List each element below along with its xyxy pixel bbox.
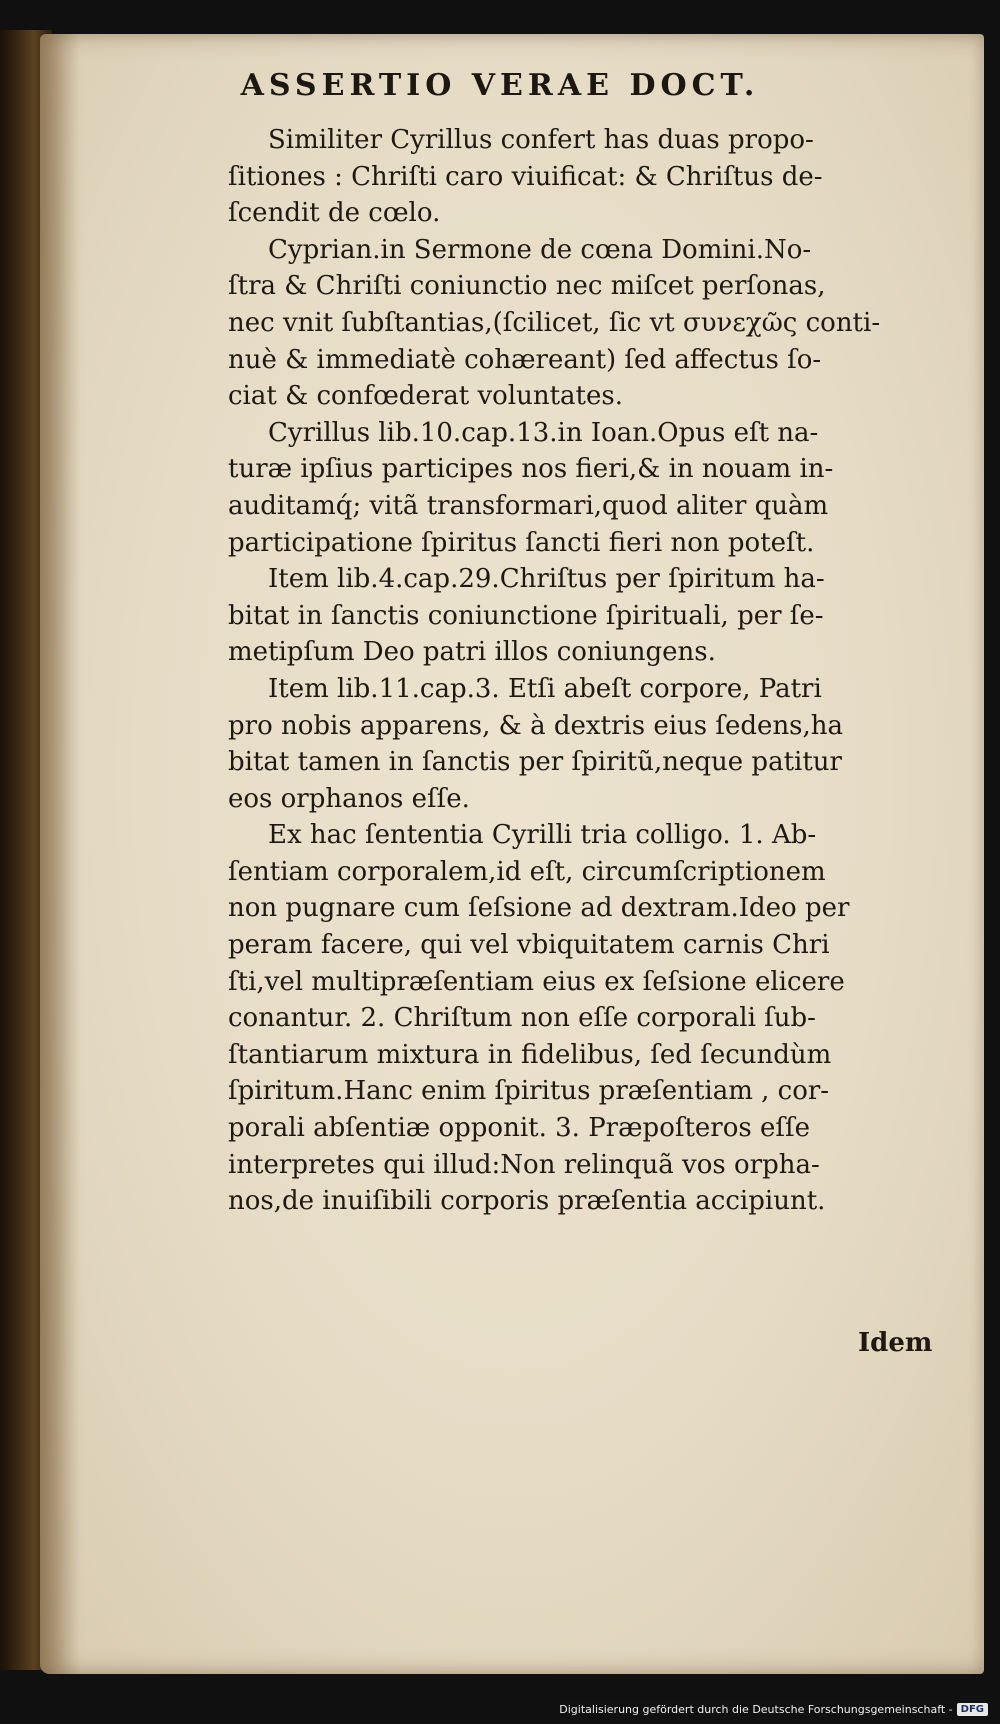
text-line: pro nobis apparens, & à dextris eius ſedens,ha [228,710,844,741]
text-line: ſti,vel multipræſentiam eius ex ſeſsione elicere [228,966,845,997]
text-line: bitat in ſanctis coniunctione ſpirituali, per ſe- [228,600,824,631]
text-line: ſpiritum.Hanc enim ſpiritus præſentiam , cor- [228,1076,830,1107]
text-line: Cyprian.in Sermone de cœna Domini.No- [268,234,812,265]
running-title: ASSERTIO VERAE DOCT. [240,68,760,103]
text-line: ſitiones : Chriſti caro viuificat: & Chriſtus de- [228,161,823,192]
text-line: metipſum Deo patri illos coniungens. [228,637,716,668]
gutter-shadow [40,34,80,1674]
paragraph-cyprian-sermone [228,232,928,415]
text-line: ſcendit de cœlo. [228,198,441,229]
text-line: Item lib.4.cap.29.Chriſtus per ſpiritum ha- [268,564,825,595]
paragraph-item-lib4 [228,561,928,671]
text-line: Similiter Cyrillus confert has duas propo- [268,125,814,155]
text-line: porali abſentiæ opponit. 3. Præpoſteros eſſe [228,1113,811,1144]
text-line: ciat & confœderat voluntates. [228,381,624,412]
catchword: Idem [858,1328,933,1358]
paragraph-cyrillus-lib10 [228,415,928,561]
paragraph-cyrillus-propositiones [228,122,928,232]
text-line: nec vnit ſubſtantias,(ſcilicet, ſic vt συνεχῶς conti- [228,307,881,338]
text-line: participatione ſpiritus ſancti fieri non poteſt. [228,527,815,558]
text-line: turæ ipſius participes nos fieri,& in nouam in- [228,454,834,485]
text-line: bitat tamen in ſanctis per ſpiritũ,neque patitur [228,747,842,778]
text-line: conantur. 2. Chriſtum non eſſe corporali ſub- [228,1003,816,1034]
text-line: Item lib.11.cap.3. Etſi abeſt corpore, Patri [268,673,822,704]
text-line: Cyrillus lib.10.cap.13.in Ioan.Opus eſt na- [268,417,819,448]
text-line: interpretes qui illud:Non relinquã vos orpha- [228,1149,820,1180]
text-line: ſtra & Chriſti coniunctio nec miſcet perſonas, [228,271,826,302]
dfg-logo-badge: DFG [957,1703,988,1716]
text-line: auditamq́; vitã transformari,quod aliter quàm [228,490,829,521]
text-line: ſtantiarum mixtura in fidelibus, ſed ſecundùm [228,1039,832,1070]
text-line: eos orphanos eſſe. [228,783,470,814]
credit-text: Digitalisierung gefördert durch die Deutsche Forschungsgemeinschaft - [559,1702,953,1716]
text-line: Ex hac ſententia Cyrilli tria colligo. 1. Ab- [268,820,817,851]
digitization-credit [559,1698,988,1720]
paragraph-item-lib11 [228,671,928,817]
text-line: peram facere, qui vel vbiquitatem carnis Chri [228,930,830,961]
text-line: ſentiam corporalem,id eſt, circumſcriptionem [228,856,826,887]
paragraph-tria-colligo [228,817,928,1220]
text-line: nos,de inuiſibili corporis præſentia accipiunt. [228,1186,826,1217]
page-body-text [228,122,928,1220]
text-line: nuè & immediatè cohæreant) ſed affectus ſo- [228,344,822,375]
text-line: non pugnare cum ſeſsione ad dextram.Ideo per [228,893,850,924]
